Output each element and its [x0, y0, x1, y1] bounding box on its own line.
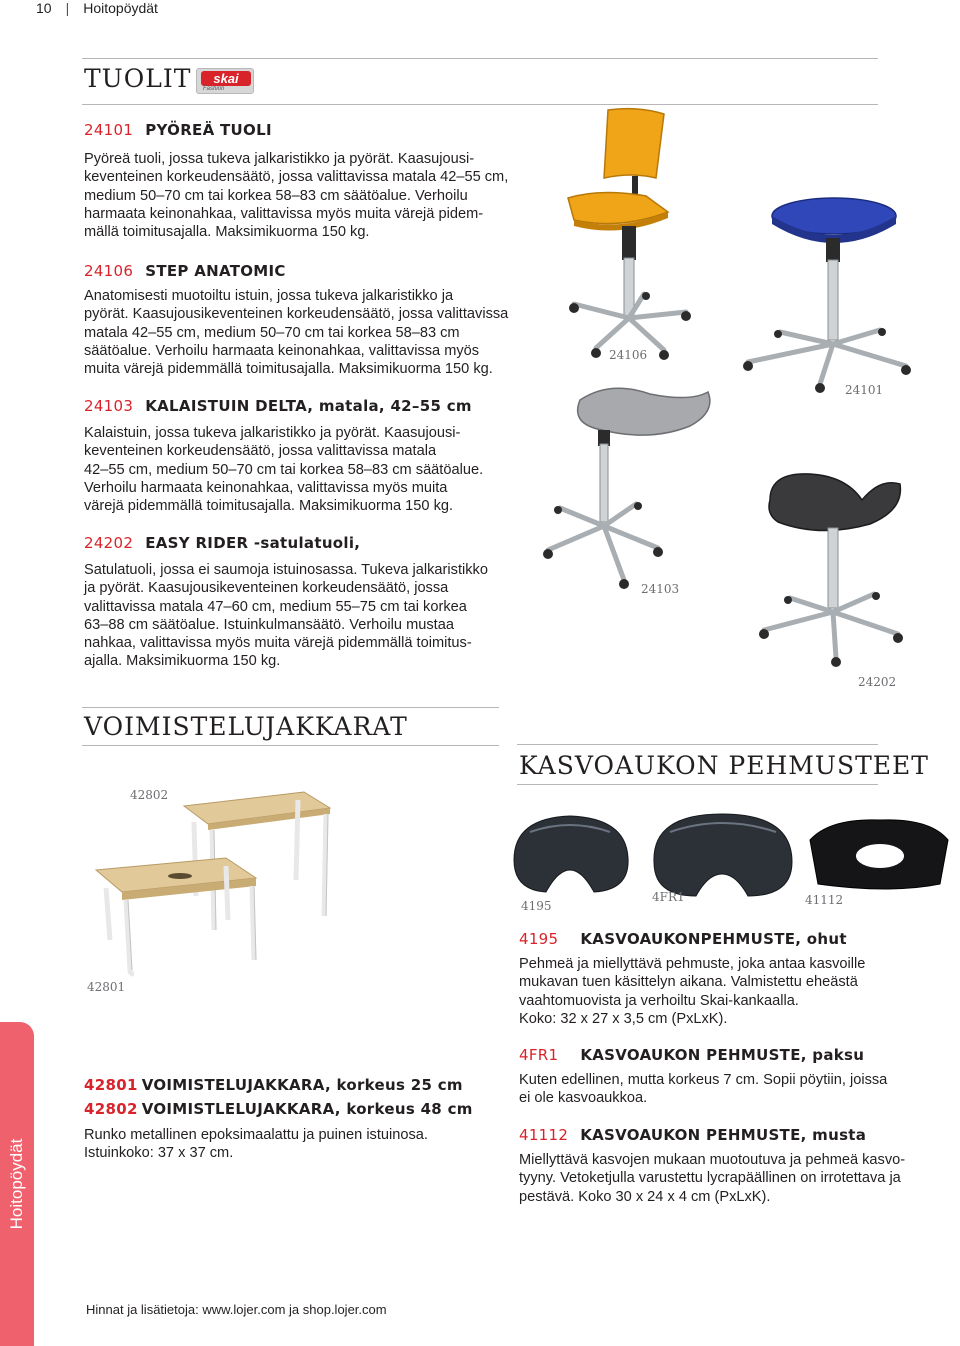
divider [82, 707, 499, 708]
text-line: Runko metallinen epoksimaalattu ja puinen istuinosa. [84, 1127, 428, 1143]
section-title-tuolit: TUOLIT [84, 64, 192, 93]
image-label-24202: 24202 [858, 675, 897, 689]
product-heading-42801 [84, 1076, 463, 1094]
text-line: valittavissa matala 47–60 cm, medium 55–75 cm tai korkea [84, 598, 467, 615]
saddle-seat-black [769, 474, 900, 531]
product-description-24101 [84, 150, 524, 241]
text-line: mällä toimitusajalla. Maksimikuorma 150 kg. [84, 224, 370, 241]
product-name: STEP ANATOMIC [145, 262, 286, 280]
text-line: Anatomisesti muotoiltu istuin, jossa tukeva jalkaristikko ja [84, 288, 454, 304]
product-code: 24101 [84, 121, 134, 139]
cushion-41112-hole [856, 844, 904, 868]
product-heading-42802 [84, 1100, 473, 1118]
product-code: 41112 [519, 1126, 569, 1144]
image-label-41112: 41112 [805, 893, 844, 907]
text-line: Kalaistuin, jossa tukeva jalkaristikko ja pyörät. Kaasujousi- [84, 425, 461, 441]
divider [517, 744, 878, 745]
chair-24202-image [750, 470, 910, 670]
stool-42801-handhole [168, 873, 192, 879]
text-line: 42–55 cm, medium 50–70 cm tai korkea 58–83 cm säätöalue. [84, 461, 484, 478]
divider [82, 104, 878, 105]
product-code: 42801 [84, 1076, 138, 1094]
text-line: Miellyttävä kasvojen mukaan muotoutuva ja pehmeä kasvo- [519, 1152, 906, 1168]
product-description-41112 [519, 1151, 939, 1206]
stool-base [748, 330, 906, 384]
text-line: 63–88 cm säätöalue. Istuinkulmansäätö. Verhoilu mustaa [84, 616, 454, 633]
text-line: muita värejä pidemmällä toimitusajalla. Maksimikuorma 150 kg. [84, 361, 493, 378]
text-line: harmaata keinonahkaa, valittavissa myös muita värejä pidem- [84, 205, 484, 222]
header-separator: | [65, 0, 70, 16]
product-name: VOIMISTELUJAKKARA, korkeus 25 cm [141, 1076, 463, 1094]
chair-24103-image [540, 384, 720, 594]
text-line: keventeinen korkeudensäätö, jossa valittavissa matala [84, 443, 437, 460]
product-heading-24106 [84, 262, 286, 280]
cushion-4FR1 [654, 814, 792, 896]
text-line: ei ole kasvoaukkoa. [519, 1090, 648, 1107]
text-line: säätöalue. Verhoilu harmaata keinonahkaa, valittavissa myös [84, 342, 480, 359]
text-line: Satulatuoli, jossa ei saumoja istuinosassa. Tukeva jalkaristikko [84, 562, 488, 578]
image-label-42801: 42801 [87, 980, 126, 994]
product-code: 42802 [84, 1100, 138, 1118]
product-heading-41112 [519, 1126, 866, 1144]
product-description-voimistelu [84, 1126, 484, 1163]
product-heading-24103 [84, 397, 472, 415]
saddle-seat [578, 388, 710, 435]
product-heading-4195 [519, 930, 847, 948]
stool-column [828, 260, 838, 340]
cushion-4FR1-shape [654, 814, 792, 896]
chair-backrest [604, 109, 664, 178]
skai-logo-sub: Fashion [203, 86, 225, 92]
stool-gas-spring-cover [826, 238, 840, 262]
product-name: KASVOAUKON PEHMUSTE, paksu [580, 1046, 865, 1064]
product-description-4FR1 [519, 1071, 939, 1108]
section-title-voimistelu: VOIMISTELUJAKKARAT [84, 712, 408, 741]
product-name: VOIMISTLELUJAKKARA, korkeus 48 cm [141, 1100, 473, 1118]
text-line: mukavan tuen käsittelyn aikana. Valmistettu eheästä [519, 974, 858, 991]
divider [517, 784, 878, 785]
image-label-4FR1: 4FR1 [652, 890, 685, 904]
text-line: Kuten edellinen, mutta korkeus 7 cm. Sopii pöytiin, joissa [519, 1072, 888, 1088]
saddle-column-black [828, 528, 838, 608]
image-label-42802: 42802 [130, 788, 169, 802]
text-line: vaahtomuovista ja verhoiltu Skai-kankaalla. [519, 992, 799, 1009]
stool-42801 [96, 858, 256, 974]
image-label-24101: 24101 [845, 383, 884, 397]
text-line: ajalla. Maksimikuorma 150 kg. [84, 653, 281, 670]
chair-24101-image [740, 196, 920, 396]
product-heading-24101 [84, 121, 272, 139]
text-line: Pehmeä ja miellyttävä pehmuste, joka antaa kasvoille [519, 956, 866, 972]
product-code: 24103 [84, 397, 134, 415]
product-code: 24202 [84, 534, 134, 552]
skai-logo [196, 68, 254, 94]
product-heading-4FR1 [519, 1046, 864, 1064]
gym-stools-image [90, 770, 330, 1010]
divider [82, 745, 499, 746]
product-code: 4FR1 [519, 1046, 559, 1064]
header-section: Hoitopöydät [83, 0, 158, 16]
chair-gas-spring-cover [622, 226, 636, 260]
face-cushions-image [510, 810, 950, 900]
product-code: 4195 [519, 930, 559, 948]
product-heading-24202 [84, 534, 360, 552]
product-description-24103 [84, 424, 524, 515]
product-name: KASVOAUKONPEHMUSTE, ohut [580, 930, 847, 948]
cushion-41112 [810, 820, 948, 889]
text-line: ja pyörät. Kaasujousikeventeinen korkeudensäätö, jossa [84, 580, 449, 597]
product-name: PYÖREÄ TUOLI [145, 121, 272, 139]
text-line: Koko: 32 x 27 x 3,5 cm (PxLxK). [519, 1010, 728, 1027]
text-line: matala 42–55 cm, medium 50–70 cm tai korkea 58–83 cm [84, 324, 460, 341]
text-line: tyyny. Vetoketjulla varustettu lycrapäällinen on irrotettava ja [519, 1170, 901, 1187]
chair-column [624, 258, 634, 316]
image-label-24103: 24103 [641, 582, 680, 596]
section-title-kasvo: KASVOAUKON PEHMUSTEET [519, 751, 929, 780]
text-line: värejä pidemmällä toimitusajalla. Maksimikuorma 150 kg. [84, 498, 454, 515]
page-header [36, 0, 158, 16]
product-description-4195 [519, 955, 939, 1028]
product-name: EASY RIDER -satulatuoli, [145, 534, 361, 552]
product-name: KASVOAUKON PEHMUSTE, musta [580, 1126, 867, 1144]
product-description-24202 [84, 561, 524, 671]
saddle-column [600, 444, 608, 522]
text-line: pyörät. Kaasujousikeventeinen korkeudensäätö, jossa valittavissa [84, 306, 509, 323]
cushion-4195 [514, 816, 628, 892]
text-line: pestävä. Koko 30 x 24 x 4 cm (PxLxK). [519, 1188, 771, 1205]
text-line: Verhoilu harmaata keinonahkaa, valittavissa myös muita [84, 479, 448, 496]
product-name: KALAISTUIN DELTA, matala, 42–55 cm [145, 397, 472, 415]
text-line: nahkaa, valittavissa myös muita värejä pidemmällä toimitus- [84, 635, 472, 652]
product-code: 24106 [84, 262, 134, 280]
text-line: Pyöreä tuoli, jossa tukeva jalkaristikko ja pyörät. Kaasujousi- [84, 151, 475, 167]
skai-logo-word: skai [201, 71, 251, 86]
side-section-tab [0, 1022, 34, 1346]
divider [82, 58, 878, 59]
side-section-tab-label: Hoitopöydät [7, 1138, 26, 1230]
page-number: 10 [36, 0, 52, 16]
image-label-24106: 24106 [609, 348, 648, 362]
text-line: medium 50–70 cm tai korkea 58–83 cm säätöalue. Verhoilu [84, 187, 468, 204]
product-description-24106 [84, 287, 524, 378]
text-line: Istuinkoko: 37 x 37 cm. [84, 1145, 234, 1162]
image-label-4195: 4195 [521, 899, 552, 913]
footer-contact: Hinnat ja lisätietoja: www.lojer.com ja shop.lojer.com [86, 1302, 387, 1317]
text-line: keventeinen korkeudensäätö, jossa valittavissa matala 42–55 cm, [84, 169, 509, 186]
cushion-4195-shape [514, 816, 628, 892]
